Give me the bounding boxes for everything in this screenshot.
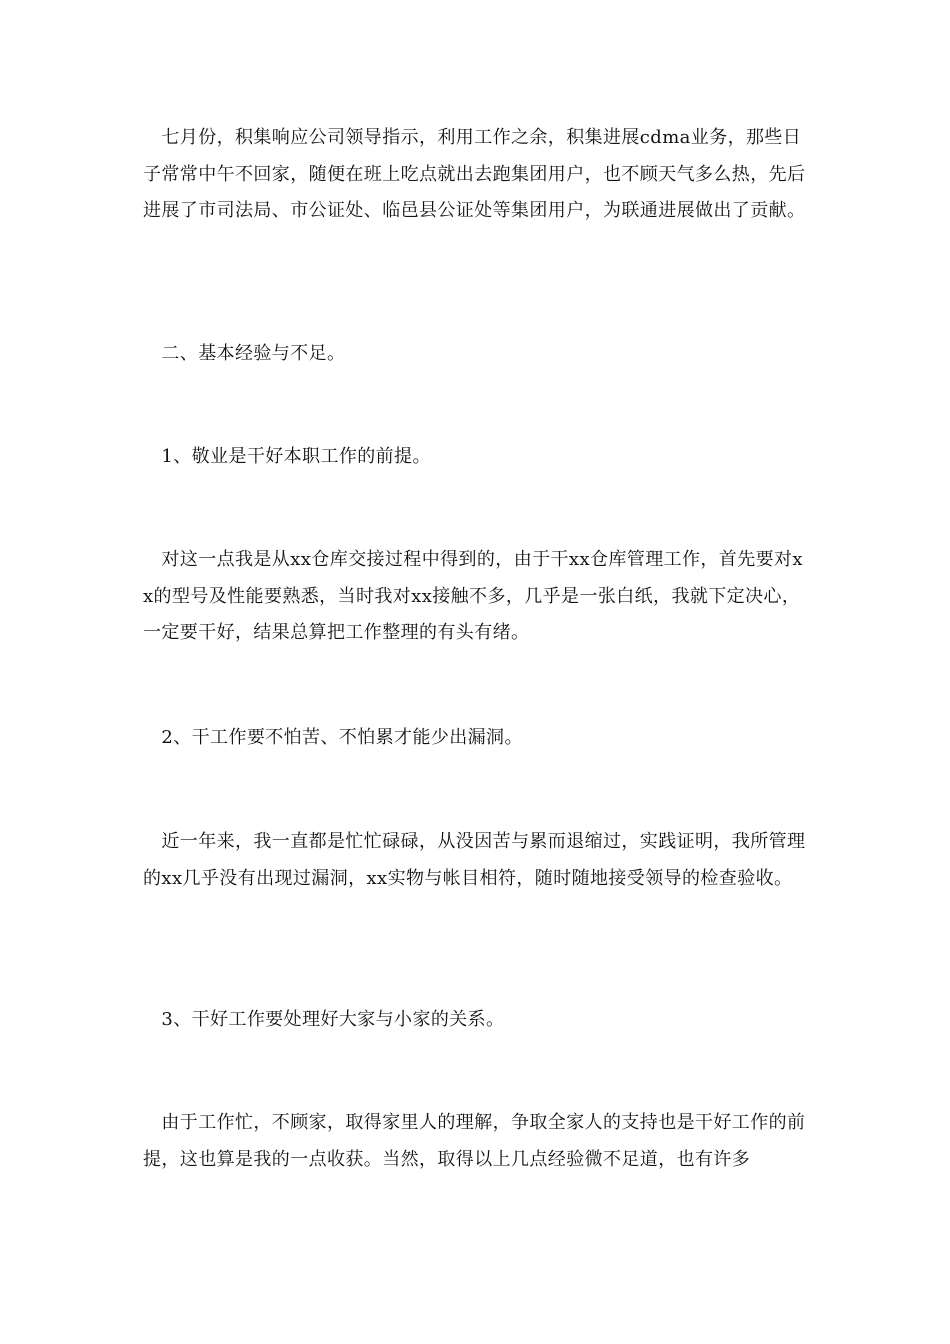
point-3-heading: 3、干好工作要处理好大家与小家的关系。 bbox=[143, 1009, 505, 1030]
section-heading-experience: 二、基本经验与不足。 bbox=[143, 343, 346, 364]
point-1-body: 对这一点我是从xx仓库交接过程中得到的，由于干xx仓库管理工作，首先要对xx的型号及性能要熟悉，当时我对xx接触不多，几乎是一张白纸，我就下定决心，一定要干好，结果总算把工作整理的有头有绪。 bbox=[143, 549, 803, 643]
paragraph-july-work: 七月份，积集响应公司领导指示，利用工作之余，积集进展cdma业务，那些日子常常中午不回家，随便在班上吃点就出去跑集团用户，也不顾天气多么热，先后进展了市司法局、市公证处、临邑县公证处等集团用户，为联通进展做出了贡献。 bbox=[143, 127, 806, 221]
point-3-body: 由于工作忙，不顾家，取得家里人的理解，争取全家人的支持也是干好工作的前提，这也算是我的一点收获。当然，取得以上几点经验微不足道，也有许多 bbox=[143, 1112, 806, 1170]
point-2-heading: 2、干工作要不怕苦、不怕累才能少出漏洞。 bbox=[143, 727, 523, 748]
point-2-body: 近一年来，我一直都是忙忙碌碌，从没因苦与累而退缩过，实践证明，我所管理的xx几乎没有出现过漏洞，xx实物与帐目相符，随时随地接受领导的检查验收。 bbox=[143, 831, 806, 889]
point-1-heading: 1、敬业是干好本职工作的前提。 bbox=[143, 446, 431, 467]
